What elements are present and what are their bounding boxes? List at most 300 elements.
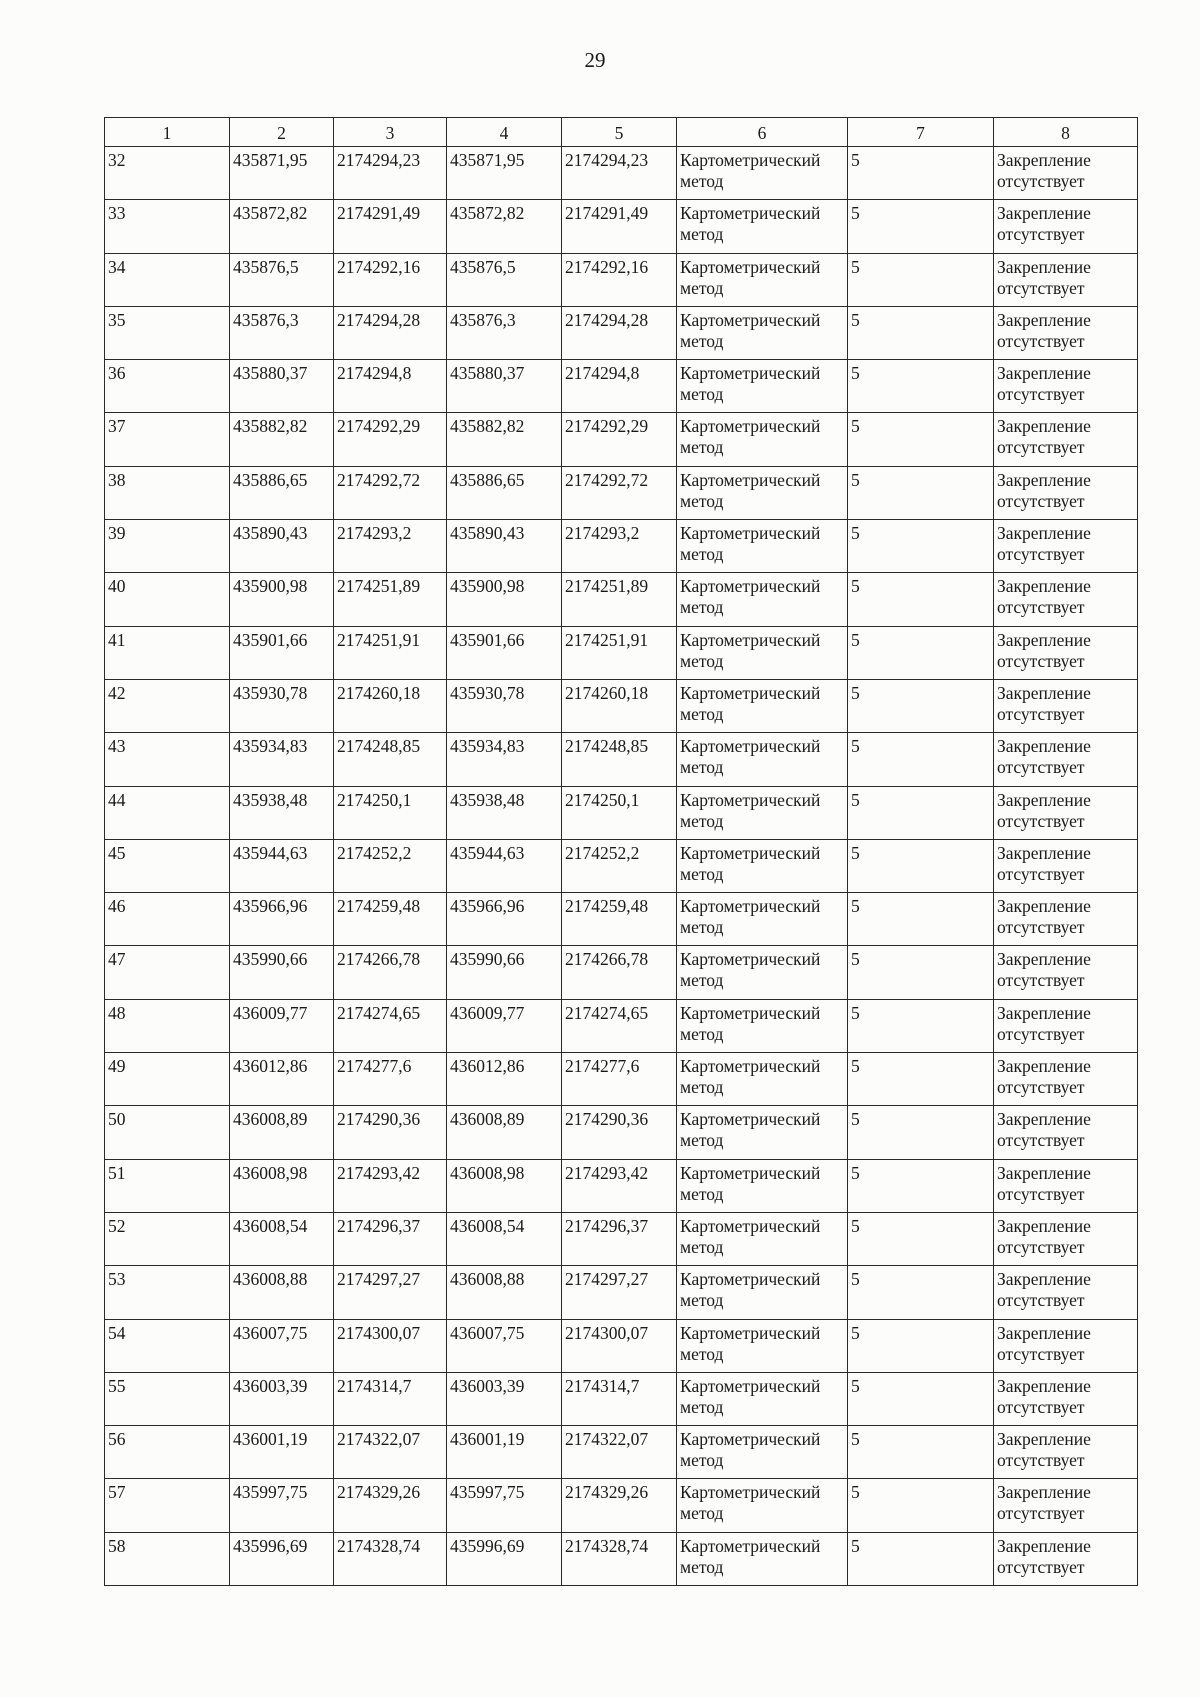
fixing-cell-line-2: отсутствует xyxy=(997,277,1085,298)
x-existing-cell: 435890,43 xyxy=(230,520,334,573)
fixing-cell-line-2: отсутствует xyxy=(997,544,1085,565)
method-cell-line-2: метод xyxy=(680,703,724,724)
fixing-cell-line-1: Закрепление xyxy=(997,523,1091,544)
y-refined-cell: 2174291,49 xyxy=(562,200,677,253)
y-existing-cell: 2174251,89 xyxy=(334,573,447,626)
x-refined-cell: 436009,77 xyxy=(447,999,562,1052)
method-cell xyxy=(677,1212,848,1265)
accuracy-cell: 5 xyxy=(848,1266,994,1319)
table-row xyxy=(105,253,1138,306)
y-refined-cell: 2174292,29 xyxy=(562,413,677,466)
fixing-cell-line-1: Закрепление xyxy=(997,1375,1091,1396)
fixing-cell-line-1: Закрепление xyxy=(997,736,1091,757)
y-refined-cell: 2174293,42 xyxy=(562,1159,677,1212)
y-refined-cell: 2174329,26 xyxy=(562,1479,677,1532)
method-cell-line-2: метод xyxy=(680,277,724,298)
table-row xyxy=(105,1106,1138,1159)
method-cell-line-2: метод xyxy=(680,810,724,831)
table-row xyxy=(105,679,1138,732)
point-number-cell: 50 xyxy=(105,1106,230,1159)
y-existing-cell: 2174329,26 xyxy=(334,1479,447,1532)
method-cell xyxy=(677,1053,848,1106)
accuracy-cell: 5 xyxy=(848,1532,994,1585)
fixing-cell-line-1: Закрепление xyxy=(997,682,1091,703)
accuracy-cell: 5 xyxy=(848,466,994,519)
point-number-cell: 40 xyxy=(105,573,230,626)
x-refined-cell: 435966,96 xyxy=(447,893,562,946)
method-cell xyxy=(677,1319,848,1372)
method-cell-line-2: метод xyxy=(680,1396,724,1417)
y-existing-cell: 2174300,07 xyxy=(334,1319,447,1372)
fixing-cell-line-1: Закрепление xyxy=(997,203,1091,224)
accuracy-cell: 5 xyxy=(848,1319,994,1372)
fixing-cell xyxy=(994,1212,1138,1265)
point-number-cell: 48 xyxy=(105,999,230,1052)
method-cell-line-2: метод xyxy=(680,490,724,511)
method-cell-line-1: Картометрический xyxy=(680,1269,821,1290)
method-cell-line-2: метод xyxy=(680,1556,724,1577)
y-refined-cell: 2174260,18 xyxy=(562,679,677,732)
accuracy-cell: 5 xyxy=(848,1372,994,1425)
coordinates-table xyxy=(104,117,1138,1586)
point-number-cell: 54 xyxy=(105,1319,230,1372)
x-existing-cell: 435880,37 xyxy=(230,360,334,413)
method-cell-line-1: Картометрический xyxy=(680,789,821,810)
x-existing-cell: 436008,89 xyxy=(230,1106,334,1159)
fixing-cell xyxy=(994,413,1138,466)
accuracy-cell: 5 xyxy=(848,893,994,946)
y-refined-cell: 2174297,27 xyxy=(562,1266,677,1319)
x-refined-cell: 436008,98 xyxy=(447,1159,562,1212)
table-row xyxy=(105,147,1138,200)
page-number: 29 xyxy=(584,48,606,72)
point-number-cell: 32 xyxy=(105,147,230,200)
method-cell-line-1: Картометрический xyxy=(680,1002,821,1023)
method-cell-line-2: метод xyxy=(680,330,724,351)
accuracy-cell: 5 xyxy=(848,360,994,413)
y-refined-cell: 2174294,23 xyxy=(562,147,677,200)
x-refined-cell: 435938,48 xyxy=(447,786,562,839)
fixing-cell xyxy=(994,573,1138,626)
table-row xyxy=(105,1266,1138,1319)
y-refined-cell: 2174277,6 xyxy=(562,1053,677,1106)
point-number-cell: 37 xyxy=(105,413,230,466)
y-existing-cell: 2174252,2 xyxy=(334,839,447,892)
method-cell-line-1: Картометрический xyxy=(680,1535,821,1556)
method-cell-line-2: метод xyxy=(680,597,724,618)
accuracy-cell: 5 xyxy=(848,1479,994,1532)
accuracy-cell: 5 xyxy=(848,200,994,253)
method-cell-line-2: метод xyxy=(680,1290,724,1311)
table-body xyxy=(105,147,1138,1586)
fixing-cell-line-2: отсутствует xyxy=(997,1183,1085,1204)
x-existing-cell: 435876,3 xyxy=(230,306,334,359)
column-header-7: 7 xyxy=(848,118,994,147)
point-number-cell: 49 xyxy=(105,1053,230,1106)
table-row xyxy=(105,1372,1138,1425)
method-cell xyxy=(677,1159,848,1212)
table-row xyxy=(105,306,1138,359)
x-refined-cell: 435930,78 xyxy=(447,679,562,732)
method-cell xyxy=(677,1426,848,1479)
point-number-cell: 52 xyxy=(105,1212,230,1265)
fixing-cell-line-2: отсутствует xyxy=(997,650,1085,671)
method-cell-line-2: метод xyxy=(680,1130,724,1151)
x-existing-cell: 436008,98 xyxy=(230,1159,334,1212)
x-existing-cell: 435997,75 xyxy=(230,1479,334,1532)
fixing-cell-line-2: отсутствует xyxy=(997,1396,1085,1417)
x-existing-cell: 435871,95 xyxy=(230,147,334,200)
y-existing-cell: 2174296,37 xyxy=(334,1212,447,1265)
fixing-cell-line-1: Закрепление xyxy=(997,1535,1091,1556)
fixing-cell-line-1: Закрепление xyxy=(997,1002,1091,1023)
y-refined-cell: 2174259,48 xyxy=(562,893,677,946)
fixing-cell xyxy=(994,253,1138,306)
method-cell-line-1: Картометрический xyxy=(680,309,821,330)
fixing-cell xyxy=(994,1319,1138,1372)
method-cell-line-2: метод xyxy=(680,917,724,938)
point-number-cell: 41 xyxy=(105,626,230,679)
x-existing-cell: 436003,39 xyxy=(230,1372,334,1425)
y-existing-cell: 2174294,8 xyxy=(334,360,447,413)
column-header-1: 1 xyxy=(105,118,230,147)
point-number-cell: 44 xyxy=(105,786,230,839)
method-cell-line-2: метод xyxy=(680,1183,724,1204)
point-number-cell: 57 xyxy=(105,1479,230,1532)
fixing-cell-line-1: Закрепление xyxy=(997,469,1091,490)
fixing-cell-line-2: отсутствует xyxy=(997,1077,1085,1098)
y-refined-cell: 2174251,89 xyxy=(562,573,677,626)
fixing-cell xyxy=(994,999,1138,1052)
x-refined-cell: 436008,54 xyxy=(447,1212,562,1265)
method-cell-line-2: метод xyxy=(680,1077,724,1098)
x-existing-cell: 435901,66 xyxy=(230,626,334,679)
method-cell-line-1: Картометрический xyxy=(680,896,821,917)
method-cell xyxy=(677,679,848,732)
point-number-cell: 39 xyxy=(105,520,230,573)
fixing-cell-line-1: Закрепление xyxy=(997,1322,1091,1343)
fixing-cell-line-1: Закрепление xyxy=(997,789,1091,810)
y-refined-cell: 2174294,8 xyxy=(562,360,677,413)
method-cell xyxy=(677,306,848,359)
method-cell-line-1: Картометрический xyxy=(680,1375,821,1396)
y-refined-cell: 2174322,07 xyxy=(562,1426,677,1479)
y-existing-cell: 2174297,27 xyxy=(334,1266,447,1319)
table-row xyxy=(105,946,1138,999)
method-cell-line-2: метод xyxy=(680,1503,724,1524)
fixing-cell-line-2: отсутствует xyxy=(997,437,1085,458)
accuracy-cell: 5 xyxy=(848,626,994,679)
table-row xyxy=(105,1426,1138,1479)
x-existing-cell: 435900,98 xyxy=(230,573,334,626)
point-number-cell: 46 xyxy=(105,893,230,946)
fixing-cell xyxy=(994,1479,1138,1532)
fixing-cell-line-1: Закрепление xyxy=(997,1109,1091,1130)
table-row xyxy=(105,1159,1138,1212)
y-existing-cell: 2174290,36 xyxy=(334,1106,447,1159)
fixing-cell xyxy=(994,1266,1138,1319)
x-refined-cell: 436012,86 xyxy=(447,1053,562,1106)
y-existing-cell: 2174291,49 xyxy=(334,200,447,253)
y-existing-cell: 2174274,65 xyxy=(334,999,447,1052)
x-refined-cell: 435876,3 xyxy=(447,306,562,359)
fixing-cell xyxy=(994,893,1138,946)
y-existing-cell: 2174294,28 xyxy=(334,306,447,359)
fixing-cell-line-1: Закрепление xyxy=(997,1269,1091,1290)
method-cell xyxy=(677,1532,848,1585)
method-cell xyxy=(677,1266,848,1319)
method-cell-line-1: Картометрический xyxy=(680,949,821,970)
fixing-cell-line-2: отсутствует xyxy=(997,1023,1085,1044)
fixing-cell-line-1: Закрепление xyxy=(997,1215,1091,1236)
fixing-cell-line-2: отсутствует xyxy=(997,863,1085,884)
point-number-cell: 42 xyxy=(105,679,230,732)
fixing-cell-line-2: отсутствует xyxy=(997,1343,1085,1364)
method-cell xyxy=(677,413,848,466)
table-row xyxy=(105,466,1138,519)
fixing-cell xyxy=(994,1159,1138,1212)
y-existing-cell: 2174293,42 xyxy=(334,1159,447,1212)
y-existing-cell: 2174251,91 xyxy=(334,626,447,679)
x-existing-cell: 435876,5 xyxy=(230,253,334,306)
fixing-cell-line-2: отсутствует xyxy=(997,970,1085,991)
y-existing-cell: 2174266,78 xyxy=(334,946,447,999)
x-existing-cell: 435882,82 xyxy=(230,413,334,466)
accuracy-cell: 5 xyxy=(848,679,994,732)
method-cell-line-1: Картометрический xyxy=(680,1056,821,1077)
y-refined-cell: 2174248,85 xyxy=(562,733,677,786)
point-number-cell: 56 xyxy=(105,1426,230,1479)
y-existing-cell: 2174322,07 xyxy=(334,1426,447,1479)
table-row xyxy=(105,413,1138,466)
fixing-cell-line-1: Закрепление xyxy=(997,949,1091,970)
table-row xyxy=(105,1479,1138,1532)
table-row xyxy=(105,839,1138,892)
point-number-cell: 43 xyxy=(105,733,230,786)
fixing-cell xyxy=(994,306,1138,359)
method-cell-line-1: Картометрический xyxy=(680,682,821,703)
y-refined-cell: 2174274,65 xyxy=(562,999,677,1052)
x-existing-cell: 436001,19 xyxy=(230,1426,334,1479)
y-refined-cell: 2174293,2 xyxy=(562,520,677,573)
fixing-cell-line-2: отсутствует xyxy=(997,917,1085,938)
table-row xyxy=(105,1532,1138,1585)
fixing-cell xyxy=(994,147,1138,200)
fixing-cell-line-1: Закрепление xyxy=(997,842,1091,863)
y-refined-cell: 2174251,91 xyxy=(562,626,677,679)
fixing-cell-line-2: отсутствует xyxy=(997,1290,1085,1311)
method-cell xyxy=(677,253,848,306)
fixing-cell xyxy=(994,733,1138,786)
method-cell xyxy=(677,200,848,253)
method-cell xyxy=(677,1372,848,1425)
x-refined-cell: 435890,43 xyxy=(447,520,562,573)
accuracy-cell: 5 xyxy=(848,413,994,466)
x-refined-cell: 435882,82 xyxy=(447,413,562,466)
fixing-cell xyxy=(994,200,1138,253)
method-cell xyxy=(677,626,848,679)
y-refined-cell: 2174252,2 xyxy=(562,839,677,892)
method-cell xyxy=(677,893,848,946)
method-cell-line-2: метод xyxy=(680,171,724,191)
column-header-5: 5 xyxy=(562,118,677,147)
table-row xyxy=(105,1319,1138,1372)
method-cell-line-1: Картометрический xyxy=(680,523,821,544)
point-number-cell: 53 xyxy=(105,1266,230,1319)
x-existing-cell: 435996,69 xyxy=(230,1532,334,1585)
fixing-cell xyxy=(994,520,1138,573)
table-header-row xyxy=(105,118,1138,147)
fixing-cell xyxy=(994,786,1138,839)
method-cell xyxy=(677,946,848,999)
fixing-cell-line-1: Закрепление xyxy=(997,309,1091,330)
table-row xyxy=(105,1212,1138,1265)
y-existing-cell: 2174294,23 xyxy=(334,147,447,200)
fixing-cell-line-2: отсутствует xyxy=(997,810,1085,831)
column-header-2: 2 xyxy=(230,118,334,147)
y-refined-cell: 2174266,78 xyxy=(562,946,677,999)
point-number-cell: 47 xyxy=(105,946,230,999)
table-row xyxy=(105,200,1138,253)
method-cell xyxy=(677,1106,848,1159)
method-cell xyxy=(677,733,848,786)
point-number-cell: 38 xyxy=(105,466,230,519)
x-refined-cell: 435996,69 xyxy=(447,1532,562,1585)
fixing-cell-line-2: отсутствует xyxy=(997,1450,1085,1471)
fixing-cell xyxy=(994,1532,1138,1585)
method-cell-line-1: Картометрический xyxy=(680,363,821,384)
x-refined-cell: 435990,66 xyxy=(447,946,562,999)
x-existing-cell: 436007,75 xyxy=(230,1319,334,1372)
column-header-4: 4 xyxy=(447,118,562,147)
table-row xyxy=(105,520,1138,573)
x-refined-cell: 435934,83 xyxy=(447,733,562,786)
fixing-cell xyxy=(994,839,1138,892)
fixing-cell-line-2: отсутствует xyxy=(997,597,1085,618)
y-refined-cell: 2174328,74 xyxy=(562,1532,677,1585)
fixing-cell-line-2: отсутствует xyxy=(997,1130,1085,1151)
fixing-cell-line-2: отсутствует xyxy=(997,384,1085,405)
x-refined-cell: 435997,75 xyxy=(447,1479,562,1532)
table-row xyxy=(105,733,1138,786)
y-existing-cell: 2174314,7 xyxy=(334,1372,447,1425)
y-existing-cell: 2174292,16 xyxy=(334,253,447,306)
accuracy-cell: 5 xyxy=(848,253,994,306)
accuracy-cell: 5 xyxy=(848,946,994,999)
fixing-cell xyxy=(994,1053,1138,1106)
method-cell xyxy=(677,1479,848,1532)
method-cell-line-1: Картометрический xyxy=(680,842,821,863)
accuracy-cell: 5 xyxy=(848,1212,994,1265)
y-refined-cell: 2174296,37 xyxy=(562,1212,677,1265)
method-cell-line-2: метод xyxy=(680,544,724,565)
method-cell-line-2: метод xyxy=(680,757,724,778)
fixing-cell xyxy=(994,1426,1138,1479)
x-existing-cell: 435944,63 xyxy=(230,839,334,892)
method-cell-line-1: Картометрический xyxy=(680,203,821,224)
x-refined-cell: 435900,98 xyxy=(447,573,562,626)
column-header-3: 3 xyxy=(334,118,447,147)
table-row xyxy=(105,893,1138,946)
y-refined-cell: 2174294,28 xyxy=(562,306,677,359)
table-row xyxy=(105,999,1138,1052)
fixing-cell xyxy=(994,626,1138,679)
method-cell-line-2: метод xyxy=(680,224,724,245)
point-number-cell: 45 xyxy=(105,839,230,892)
table-row xyxy=(105,360,1138,413)
fixing-cell xyxy=(994,466,1138,519)
fixing-cell xyxy=(994,1372,1138,1425)
fixing-cell-line-2: отсутствует xyxy=(997,330,1085,351)
fixing-cell-line-1: Закрепление xyxy=(997,256,1091,277)
y-existing-cell: 2174292,72 xyxy=(334,466,447,519)
method-cell-line-2: метод xyxy=(680,437,724,458)
accuracy-cell: 5 xyxy=(848,1106,994,1159)
accuracy-cell: 5 xyxy=(848,573,994,626)
fixing-cell-line-2: отсутствует xyxy=(997,490,1085,511)
method-cell xyxy=(677,573,848,626)
fixing-cell-line-1: Закрепление xyxy=(997,1482,1091,1503)
method-cell-line-2: метод xyxy=(680,650,724,671)
method-cell xyxy=(677,786,848,839)
method-cell xyxy=(677,147,848,200)
method-cell-line-1: Картометрический xyxy=(680,1162,821,1183)
table-row xyxy=(105,573,1138,626)
y-existing-cell: 2174259,48 xyxy=(334,893,447,946)
accuracy-cell: 5 xyxy=(848,306,994,359)
method-cell-line-1: Картометрический xyxy=(680,256,821,277)
y-refined-cell: 2174292,16 xyxy=(562,253,677,306)
fixing-cell xyxy=(994,679,1138,732)
accuracy-cell: 5 xyxy=(848,733,994,786)
accuracy-cell: 5 xyxy=(848,1159,994,1212)
x-existing-cell: 435930,78 xyxy=(230,679,334,732)
x-existing-cell: 435872,82 xyxy=(230,200,334,253)
x-refined-cell: 435901,66 xyxy=(447,626,562,679)
fixing-cell-line-1: Закрепление xyxy=(997,629,1091,650)
column-header-8: 8 xyxy=(994,118,1138,147)
y-refined-cell: 2174250,1 xyxy=(562,786,677,839)
y-existing-cell: 2174293,2 xyxy=(334,520,447,573)
table-row xyxy=(105,786,1138,839)
method-cell-line-1: Картометрический xyxy=(680,1482,821,1503)
method-cell-line-2: метод xyxy=(680,1236,724,1257)
method-cell-line-2: метод xyxy=(680,384,724,405)
x-refined-cell: 435880,37 xyxy=(447,360,562,413)
x-refined-cell: 436007,75 xyxy=(447,1319,562,1372)
method-cell-line-1: Картометрический xyxy=(680,150,821,170)
method-cell-line-2: метод xyxy=(680,970,724,991)
method-cell-line-1: Картометрический xyxy=(680,629,821,650)
point-number-cell: 33 xyxy=(105,200,230,253)
fixing-cell-line-1: Закрепление xyxy=(997,150,1091,170)
method-cell-line-1: Картометрический xyxy=(680,736,821,757)
y-existing-cell: 2174248,85 xyxy=(334,733,447,786)
method-cell xyxy=(677,999,848,1052)
y-refined-cell: 2174292,72 xyxy=(562,466,677,519)
fixing-cell-line-2: отсутствует xyxy=(997,171,1085,191)
method-cell-line-2: метод xyxy=(680,1023,724,1044)
method-cell-line-1: Картометрический xyxy=(680,576,821,597)
fixing-cell-line-2: отсутствует xyxy=(997,1556,1085,1577)
method-cell-line-1: Картометрический xyxy=(680,1429,821,1450)
method-cell-line-1: Картометрический xyxy=(680,1215,821,1236)
method-cell-line-2: метод xyxy=(680,1450,724,1471)
x-refined-cell: 435872,82 xyxy=(447,200,562,253)
fixing-cell-line-2: отсутствует xyxy=(997,757,1085,778)
x-refined-cell: 435871,95 xyxy=(447,147,562,200)
point-number-cell: 58 xyxy=(105,1532,230,1585)
